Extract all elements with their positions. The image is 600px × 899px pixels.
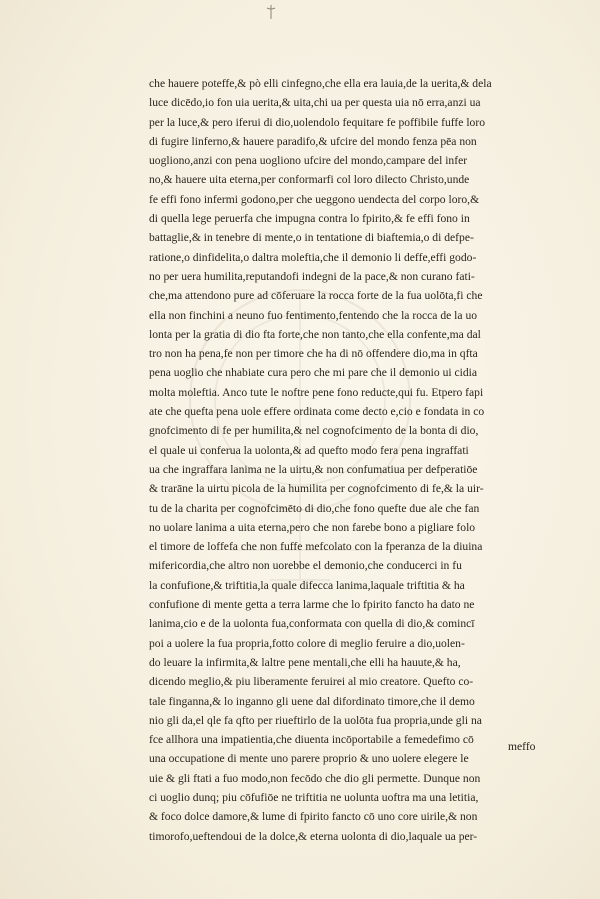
text-line: poi a uolere la fua propria,fotto colore di meglio feruire a dio,uolen-: [149, 636, 465, 650]
text-line: di quella lege peruerfa che impugna contra lo fpirito,& fe effi fono in: [149, 212, 470, 226]
text-line: molta moleftia. Anco tute le noftre pene fono reducte,qui fu. Etpero fapi: [149, 385, 484, 399]
text-line: luce dicēdo,io fon uia uerita,& uita,chi ua per questa uia nō erra,anzi ua: [149, 96, 481, 110]
text-line: do leuare la infirmita,& laltre pene mentali,che elli ha hauute,& ha,: [149, 655, 461, 669]
text-line: nio gli da,el qle fa qfto per riueftirlo de la uolōta fua propria,unde gli na: [149, 713, 482, 727]
text-line: el quale ui conferua la uolonta,& ad quefto modo fera pena ingraffati: [149, 443, 469, 457]
text-line: ua che ingraffara lanima ne la uirtu,& non confumatiua per defperatiōe: [149, 462, 478, 476]
text-line: lanima,cio e de la uolonta fua,conformata con quella di dio,& comincī: [149, 617, 475, 631]
text-line: che hauere poteffe,& pò elli cinfegno,che ella era lauia,de la uerita,& dela: [149, 77, 492, 90]
text-line: gnofcimento di fe per humilita,& nel cognofcimento de la bonta di dio,: [149, 424, 479, 438]
text-line: una occupatione di mente uno parere proprio & uno uolere elegere le: [149, 752, 469, 766]
text-line: & foco dolce damore,& lume di fpirito fancto cō uno core uirile,& non: [149, 810, 478, 824]
text-line: dicendo meglio,& piu liberamente feruirei al mio creatore. Quefto co-: [149, 675, 474, 689]
text-line: ci uoglio dunq; piu cōfufiōe ne triftitia ne uolunta uoftra ma una letitia,: [149, 790, 479, 804]
main-text-block: [149, 74, 544, 846]
text-line: ella non finchini a neuno fuo fentimento,fentendo che la rocca de la uo: [149, 308, 478, 322]
catchword: meffo: [508, 740, 536, 753]
text-line: uogliono,anzi con pena uogliono ufcire del mondo,campare del infer: [149, 154, 468, 168]
text-line: battaglie,& in tenebre di mente,o in tentatione di biaftemia,o di defpe-: [149, 231, 474, 245]
text-line: & trarāne la uirtu picola de la humilita per cognofcimento di fe,& la uir-: [149, 482, 484, 496]
text-line: timorofo,ueftendoui de la dolce,& eterna uolonta di dio,laquale ua per-: [149, 829, 478, 843]
text-line: no per uera humilita,reputandofi indegni de la pace,& non curano fati-: [149, 269, 475, 283]
text-line: uie & gli ftati a fuo modo,non fecōdo che dio gli permette. Dunque non: [149, 771, 481, 785]
text-line: no uolare lanima a uita eterna,pero che non farebe bono a pigliare folo: [149, 520, 476, 534]
text-line: ratione,o dinfidelita,o daltra moleftia,che il demonio li deffe,effi godo-: [149, 250, 477, 264]
text-line: la confufione,& triftitia,la quale difecca lanima,laquale triftitia & ha: [149, 578, 465, 592]
text-line: tu de la charita per cognofcimēto di dio,che fono quefte due ale che fan: [149, 501, 480, 515]
text-line: tro non ha pena,fe non per timore che ha di nō offendere dio,ma in qfta: [149, 347, 478, 361]
text-line: ate che quefta pena uole effere ordinata come decto e,cio e fondata in co: [149, 405, 485, 419]
text-line: no,& hauere uita eterna,per conformarfi col loro dilecto Christo,unde: [149, 173, 470, 187]
text-line: pena uoglio che nhabiate cura pero che mi pare che il demonio ui cidia: [149, 366, 478, 380]
text-line: che,ma attendono pure ad cōferuare la rocca forte de la fua uolōta,fi che: [149, 289, 483, 303]
text-line: tale finganna,& lo inganno gli uene dal difordinato timore,che il demo: [149, 694, 475, 708]
text-line: confufione di mente getta a terra larme che lo fpirito fancto ha dato ne: [149, 598, 475, 612]
text-line: per la luce,& pero iferui di dio,uolendolo fequitare fe poffibile fuffe loro: [149, 115, 485, 129]
text-line: mifericordia,che altro non uorebbe el demonio,che conducerci in fu: [149, 559, 462, 573]
text-line: di fugire linferno,& hauere paradifo,& ufcire del mondo fenza pēa non: [149, 134, 477, 148]
text-line: lonta per la gratia di dio fta forte,che non tanto,che ella confente,ma dal: [149, 327, 481, 341]
text-line: fe effi fono infermi godono,per che ueggono uendecta del corpo loro,&: [149, 192, 480, 206]
gutter-mark: [265, 4, 277, 20]
text-line: fce allhora una impatientia,che diuenta incōportabile a femedefimo cō: [149, 733, 474, 747]
text-line: el timore de loffefa che non fuffe mefcolato con la fperanza de la diuina: [149, 540, 483, 554]
